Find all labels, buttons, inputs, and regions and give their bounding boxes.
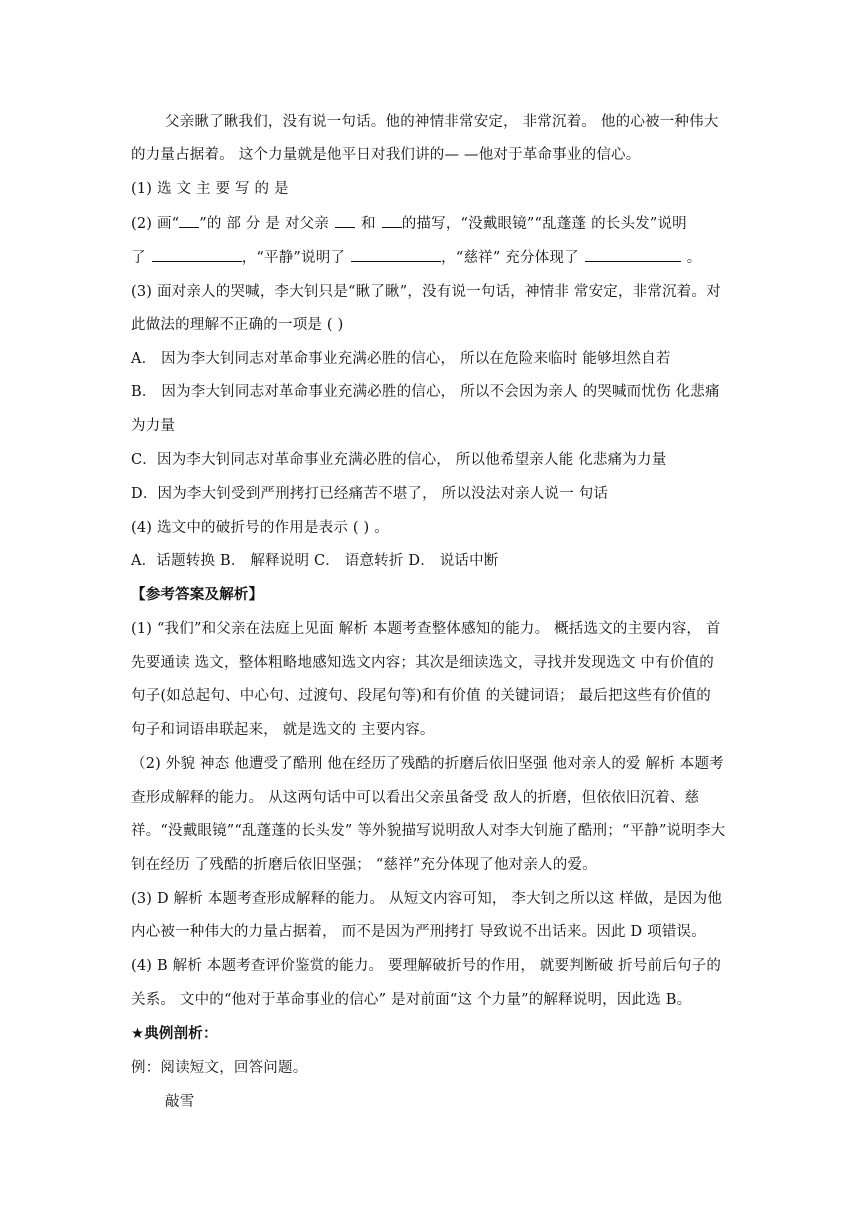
question-2-line-2 xyxy=(131,247,701,268)
answer-2-line-1: （2) 外貌 神态 他遭受了酷刑 他在经历了残酷的折磨后依旧坚强 他对亲人的爱 解析 本题考 xyxy=(131,756,724,772)
option-b-line-2: 为力量 xyxy=(131,418,176,434)
option-b-line-1: B． 因为李大钊同志对革命事业充满必胜的信心， 所以不会因为亲人 的哭喊而忧伤 化悲痛 xyxy=(131,384,720,400)
answer-4-line-1: (4) B 解析 本题考查评价鉴赏的能力。 要理解破折号的作用， 就要判断破 折号前后句子的 xyxy=(131,958,722,974)
example-title: 敲雪 xyxy=(165,1094,195,1110)
answer-1-line-3: 句子(如总起句、中心句、过渡句、段尾句等)和有价值 的关键词语； 最后把这些有价值的 xyxy=(131,688,711,704)
question-3-line-1: (3) 面对亲人的哭喊，李大钊只是“瞅了瞅”，没有说一句话，神情非 常安定，非常沉着。对 xyxy=(131,284,721,300)
passage-line-2: 的力量占据着。 这个力量就是他平日对我们讲的— —他对于革命事业的信心。 xyxy=(131,147,641,163)
q2-text-e: 了 xyxy=(131,250,146,266)
example-intro: 例：阅读短文，回答问题。 xyxy=(131,1060,308,1076)
answer-1-line-4: 句子和词语串联起来， 就是选文的 主要内容。 xyxy=(131,722,435,738)
blank-2 xyxy=(382,213,402,228)
option-c: C．因为李大钊同志对革命事业充满必胜的信心， 所以他希望亲人能 化悲痛为力量 xyxy=(131,452,667,468)
q2-text-g: ，“慈祥” 充分体现了 xyxy=(441,250,579,266)
option-d: D．因为李大钊受到严刑拷打已经痛苦不堪了， 所以没法对亲人说一 句话 xyxy=(131,486,609,502)
q2-text-a: (2) 画“ xyxy=(131,216,180,232)
q2-text-d: 的描写，“没戴眼镜”“乱蓬蓬 的长头发”说明 xyxy=(401,216,687,232)
blank-4 xyxy=(351,247,441,262)
answer-1-line-1: (1) “我们”和父亲在法庭上见面 解析 本题考查整体感知的能力。 概括选文的主要内容， 首 xyxy=(131,621,721,637)
question-4-options: A．话题转换 B． 解释说明 C． 语意转折 D． 说话中断 xyxy=(131,553,499,569)
question-4: (4) 选文中的破折号的作用是表示 ( ) 。 xyxy=(131,520,389,536)
question-2-line-1 xyxy=(131,213,687,234)
q2-text-h: 。 xyxy=(686,250,702,266)
q2-text-b: ”的 部 分 是 对父亲 xyxy=(199,216,330,232)
answers-heading: 【参考答案及解析】 xyxy=(131,587,264,603)
q2-text-c: 和 xyxy=(361,216,376,232)
example-heading: ★典例剖析： xyxy=(131,1026,218,1042)
answer-3-line-1: (3) D 解析 本题考查形成解释的能力。 从短文内容可知， 李大钊之所以这 样做，是因为他 xyxy=(131,891,723,907)
blank-1 xyxy=(335,213,355,228)
question-3-line-2: 此做法的理解不正确的一项是 ( ) xyxy=(131,317,344,333)
answer-3-line-2: 内心被一种伟大的力量占据着， 而不是因为严刑拷打 导致说不出话来。因此 D 项错误。 xyxy=(131,924,706,940)
q2-text-f: ，“平静”说明了 xyxy=(241,250,346,266)
answer-2-line-3: 祥。“没戴眼镜”“乱蓬蓬的长头发” 等外貌描写说明敌人对李大钊施了酷刑；“平静”说明李大 xyxy=(131,823,726,839)
answer-4-line-2: 关系。 文中的“他对于革命事业的信心” 是对前面“这 个力量”的解释说明，因此选 B。 xyxy=(131,992,692,1008)
option-a: A． 因为李大钊同志对革命事业充满必胜的信心， 所以在危险来临时 能够坦然自若 xyxy=(131,351,671,367)
answer-1-line-2: 先要通读 选文，整体粗略地感知选文内容；其次是细读选文，寻找并发现选文 中有价值的 xyxy=(131,655,714,671)
blank-3 xyxy=(152,247,242,262)
answer-2-line-2: 查形成解释的能力。 从这两句话中可以看出父亲虽备受 敌人的折磨，但依依旧沉着、慈 xyxy=(131,790,700,806)
question-1: (1) 选 文 主 要 写 的 是 xyxy=(131,181,289,197)
answer-2-line-4: 钊在经历 了残酷的折磨后依旧坚强； “慈祥”充分体现了他对亲人的爱。 xyxy=(131,857,597,873)
blank-5 xyxy=(585,247,681,262)
blank-underline xyxy=(179,213,199,228)
passage-line-1: 父亲瞅了瞅我们，没有说一句话。他的神情非常安定， 非常沉着。 他的心被一种伟大 xyxy=(165,114,719,130)
